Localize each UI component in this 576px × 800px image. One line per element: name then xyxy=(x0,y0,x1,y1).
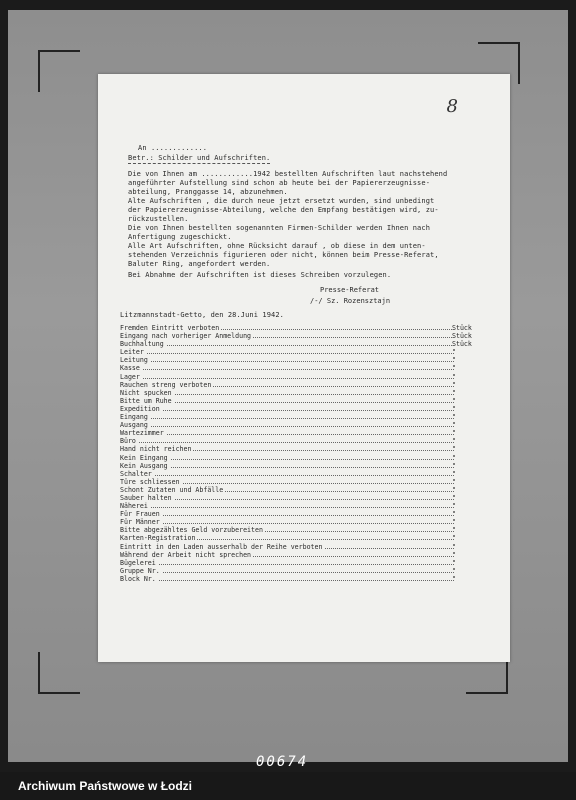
item-unit: " xyxy=(452,404,456,413)
list-item xyxy=(120,373,480,381)
item-label: Bitte abgezähltes Geld vorzubereiten xyxy=(120,526,263,535)
crop-mark xyxy=(38,50,80,92)
list-item xyxy=(120,405,480,413)
item-label: Eingang nach vorheriger Anmeldung xyxy=(120,332,252,341)
item-unit: " xyxy=(452,396,456,405)
list-item xyxy=(120,421,480,429)
item-label: Eintritt in den Laden ausserhalb der Reihe verboten xyxy=(120,542,323,551)
item-unit: " xyxy=(452,526,456,535)
item-unit: " xyxy=(452,356,456,365)
item-unit: " xyxy=(452,364,456,373)
list-item xyxy=(120,348,480,356)
dot-leader xyxy=(130,572,454,573)
item-label: Näherei xyxy=(120,502,148,511)
item-unit: " xyxy=(452,461,456,470)
body-line: Die von Ihnen am ............1942 bestellten Aufschriften laut nachstehend xyxy=(128,170,448,178)
dot-leader xyxy=(130,426,454,427)
list-item xyxy=(120,478,480,486)
dot-leader xyxy=(130,402,454,403)
list-item xyxy=(120,551,480,559)
item-label: Wartezimmer xyxy=(120,429,164,438)
item-unit: " xyxy=(452,485,456,494)
list-item xyxy=(120,364,480,372)
item-unit: " xyxy=(452,413,456,422)
item-label: Block Nr. xyxy=(120,574,156,583)
item-unit: " xyxy=(452,445,456,454)
body-line: angeführter Aufstellung sind schon ab heute bei der Papiererzeugnisse- xyxy=(128,179,431,187)
archive-label: Archiwum Państwowe w Łodzi xyxy=(18,779,193,793)
body-line: stehenden Verzeichnis figurieren oder nicht, können beim Presse-Referat, xyxy=(128,251,439,259)
list-item xyxy=(120,486,480,494)
item-unit: " xyxy=(452,534,456,543)
list-item xyxy=(120,413,480,421)
item-label: Für Männer xyxy=(120,518,160,527)
dot-leader xyxy=(130,564,454,565)
item-unit: " xyxy=(452,493,456,502)
list-item xyxy=(120,340,480,348)
item-unit: " xyxy=(452,510,456,519)
dot-leader xyxy=(130,459,454,460)
item-unit: " xyxy=(452,502,456,511)
list-item xyxy=(120,534,480,542)
list-item xyxy=(120,454,480,462)
item-unit: " xyxy=(452,566,456,575)
item-label: Büro xyxy=(120,437,136,446)
place-date: Litzmannstadt-Getto, den 28.Juni 1942. xyxy=(120,311,284,319)
item-unit: " xyxy=(452,437,456,446)
dot-leader xyxy=(130,378,454,379)
item-unit: " xyxy=(452,574,456,583)
dot-leader xyxy=(130,418,454,419)
dot-leader xyxy=(130,361,454,362)
dot-leader xyxy=(130,475,454,476)
item-label: Leiter xyxy=(120,348,144,357)
list-item xyxy=(120,567,480,575)
item-label: Bügelerei xyxy=(120,558,156,567)
body-line: Alte Aufschriften , die durch neue jetzt ersetzt wurden, sind unbedingt xyxy=(128,197,435,205)
item-label: Lager xyxy=(120,372,140,381)
item-label: Für Frauen xyxy=(120,510,160,519)
body-line: abteilung, Pranggasse 14, abzunehmen. xyxy=(128,188,288,196)
item-unit: " xyxy=(452,421,456,430)
dot-leader xyxy=(130,369,454,370)
item-label: Nicht spucken xyxy=(120,388,172,397)
page-number: 8 xyxy=(446,96,458,117)
list-item xyxy=(120,445,480,453)
list-item xyxy=(120,389,480,397)
item-label: Hand nicht reichen xyxy=(120,445,192,454)
item-unit: " xyxy=(452,380,456,389)
item-label: Rauchen streng verboten xyxy=(120,380,212,389)
item-unit: " xyxy=(452,558,456,567)
item-label: Türe schliessen xyxy=(120,477,180,486)
list-item xyxy=(120,437,480,445)
list-item xyxy=(120,502,480,510)
item-label: Karten-Registration xyxy=(120,534,196,543)
dot-leader xyxy=(130,353,454,354)
list-item xyxy=(120,575,480,583)
item-label: Sauber halten xyxy=(120,493,172,502)
dot-leader xyxy=(130,345,454,346)
subject-line: Betr.: Schilder und Aufschriften. xyxy=(128,154,271,162)
item-unit: " xyxy=(452,429,456,438)
item-label: Kein Eingang xyxy=(120,453,168,462)
dot-leader xyxy=(130,580,454,581)
item-label: Kasse xyxy=(120,364,140,373)
list-item xyxy=(120,332,480,340)
item-label: Während der Arbeit nicht sprechen xyxy=(120,550,252,559)
item-unit: " xyxy=(452,542,456,551)
dot-leader xyxy=(130,442,454,443)
item-label: Eingang xyxy=(120,413,148,422)
item-unit: " xyxy=(452,453,456,462)
body-line: Alle Art Aufschriften, ohne Rücksicht darauf , ob diese in dem unten- xyxy=(128,242,426,250)
item-label: Buchhaltung xyxy=(120,340,164,349)
item-label: Expedition xyxy=(120,404,160,413)
item-label: Ausgang xyxy=(120,421,148,430)
body-line: Bei Abnahme der Aufschriften ist dieses Schreiben vorzulegen. xyxy=(128,271,392,279)
item-unit: " xyxy=(452,477,456,486)
dot-leader xyxy=(130,394,454,395)
list-item xyxy=(120,494,480,502)
item-unit: " xyxy=(452,469,456,478)
dot-leader xyxy=(130,507,454,508)
item-label: Leitung xyxy=(120,356,148,365)
list-item xyxy=(120,397,480,405)
list-item xyxy=(120,518,480,526)
item-unit: " xyxy=(452,348,456,357)
signature-department: Presse-Referat xyxy=(320,286,380,294)
body-line: Baluter Ring, angefordert werden. xyxy=(128,260,271,268)
item-label: Fremden Eintritt verboten xyxy=(120,324,220,332)
list-item xyxy=(120,559,480,567)
item-unit: " xyxy=(452,388,456,397)
item-unit: Stück xyxy=(452,340,472,349)
dot-leader xyxy=(130,434,454,435)
list-item xyxy=(120,543,480,551)
list-item xyxy=(120,356,480,364)
dot-leader xyxy=(130,467,454,468)
item-label: Gruppe Nr. xyxy=(120,566,160,575)
recipient-line: An ............. xyxy=(138,144,208,152)
list-item xyxy=(120,381,480,389)
signature-name: /-/ Sz. Rozensztajn xyxy=(310,297,391,305)
dot-leader xyxy=(130,515,454,516)
signs-list xyxy=(120,324,480,583)
item-unit: " xyxy=(452,518,456,527)
item-unit: " xyxy=(452,550,456,559)
item-unit: Stück xyxy=(452,332,472,341)
body-line: Anfertigung zugeschickt. xyxy=(128,233,232,241)
dot-leader xyxy=(130,410,454,411)
list-item xyxy=(120,462,480,470)
body-line: rückzustellen. xyxy=(128,215,189,223)
body-line: Die von Ihnen bestellten sogenannten Firmen-Schilder werden Ihnen nach xyxy=(128,224,431,232)
item-label: Kein Ausgang xyxy=(120,461,168,470)
dot-leader xyxy=(130,499,454,500)
frame-number: 00674 xyxy=(256,754,309,770)
crop-mark xyxy=(38,652,80,694)
item-label: Bitte um Ruhe xyxy=(120,396,172,405)
body-line: der Papiererzeugnisse-Abteilung, welche den Empfang bestätigen wird, zu- xyxy=(128,206,439,214)
list-item xyxy=(120,429,480,437)
dot-leader xyxy=(130,523,454,524)
list-item xyxy=(120,324,480,332)
list-item xyxy=(120,510,480,518)
list-item xyxy=(120,526,480,534)
item-unit: " xyxy=(452,372,456,381)
document-page xyxy=(98,74,510,662)
list-item xyxy=(120,470,480,478)
item-label: Schalter xyxy=(120,469,152,478)
item-unit: Stück xyxy=(452,324,472,332)
item-label: Schont Zutaten und Abfälle xyxy=(120,485,224,494)
